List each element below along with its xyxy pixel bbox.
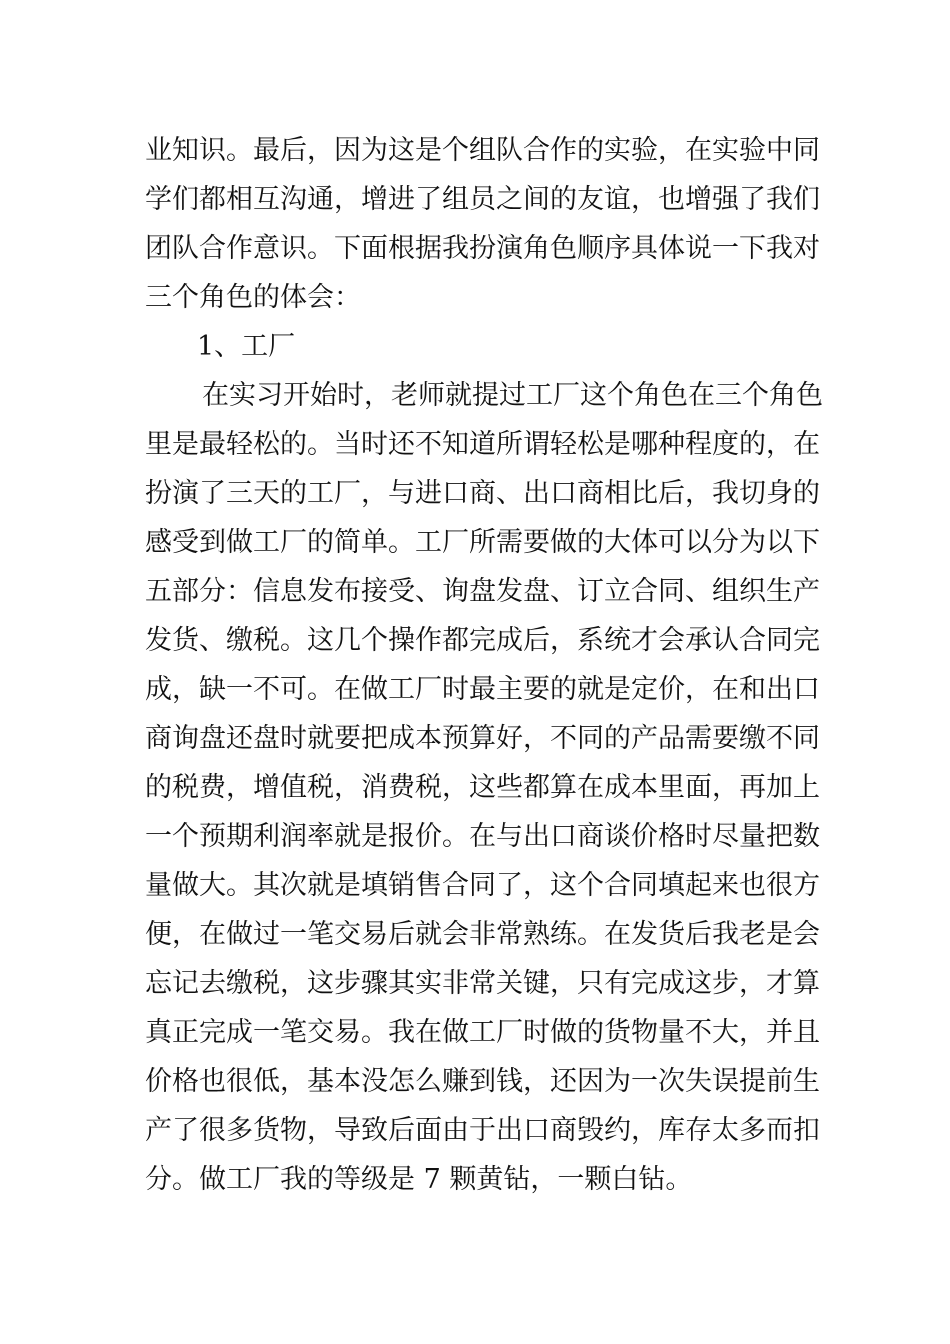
text-line: 里是最轻松的。当时还不知道所谓轻松是哪种程度的，在 [145, 429, 820, 460]
section-heading: 1、工厂 [197, 331, 296, 362]
text-line: 成，缺一不可。在做工厂时最主要的就是定价，在和出口 [145, 674, 820, 705]
document-body [145, 126, 823, 1204]
text-line: 学们都相互沟通，增进了组员之间的友谊，也增强了我们 [145, 184, 820, 215]
text-line: 分。做工厂我的等级是 7 颗黄钻，一颗白钻。 [145, 1164, 693, 1195]
text-line: 的税费，增值税，消费税，这些都算在成本里面，再加上 [145, 772, 820, 803]
text-line: 一个预期利润率就是报价。在与出口商谈价格时尽量把数 [145, 821, 820, 852]
text-line: 价格也很低，基本没怎么赚到钱，还因为一次失误提前生 [145, 1066, 820, 1097]
text-line: 发货、缴税。这几个操作都完成后，系统才会承认合同完 [145, 625, 820, 656]
text-line: 三个角色的体会： [145, 282, 361, 313]
text-line: 在实习开始时，老师就提过工厂这个角色在三个角色 [202, 380, 823, 411]
text-line: 商询盘还盘时就要把成本预算好，不同的产品需要缴不同 [145, 723, 820, 754]
text-line: 扮演了三天的工厂，与进口商、出口商相比后，我切身的 [145, 478, 820, 509]
text-line: 产了很多货物，导致后面由于出口商毁约，库存太多而扣 [145, 1115, 820, 1146]
text-line: 团队合作意识。下面根据我扮演角色顺序具体说一下我对 [145, 233, 820, 264]
text-line: 量做大。其次就是填销售合同了，这个合同填起来也很方 [145, 870, 820, 901]
text-line: 便，在做过一笔交易后就会非常熟练。在发货后我老是会 [145, 919, 820, 950]
text-line: 真正完成一笔交易。我在做工厂时做的货物量不大，并且 [145, 1017, 820, 1048]
text-line: 感受到做工厂的简单。工厂所需要做的大体可以分为以下 [145, 527, 820, 558]
text-line: 忘记去缴税，这步骤其实非常关键，只有完成这步，才算 [145, 968, 820, 999]
text-line: 业知识。最后，因为这是个组队合作的实验，在实验中同 [145, 135, 820, 166]
text-line: 五部分：信息发布接受、询盘发盘、订立合同、组织生产 [145, 576, 820, 607]
